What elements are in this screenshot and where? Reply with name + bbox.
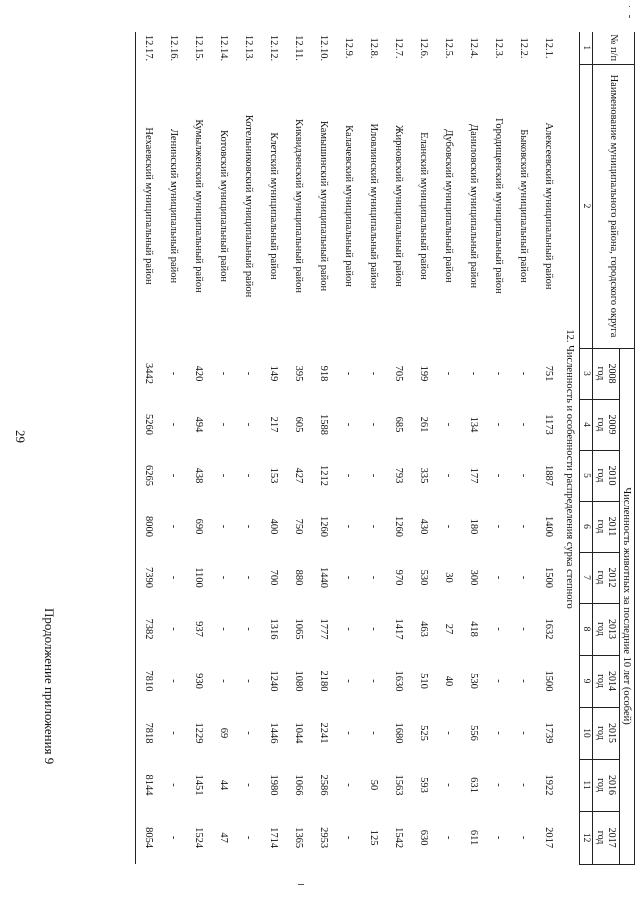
population-value: 1542: [393, 827, 404, 849]
population-value: 1080: [293, 670, 304, 692]
year-label: 2012: [606, 567, 617, 588]
population-value: 970: [393, 569, 404, 586]
population-value: -: [518, 627, 529, 631]
population-value: 2586: [318, 774, 329, 796]
year-unit: год: [595, 726, 606, 740]
population-value: 1922: [543, 774, 554, 796]
population-value: -: [518, 575, 529, 580]
column-number: 10: [580, 707, 593, 759]
table-row: [336, 32, 361, 864]
district-name: Ленинский муниципальный район: [168, 128, 179, 284]
population-value: 153: [268, 467, 279, 484]
header-row-group: [620, 32, 635, 864]
year-label: 2010: [606, 465, 617, 486]
population-value: -: [218, 473, 229, 478]
population-value: 400: [268, 518, 279, 535]
population-value: -: [368, 371, 379, 376]
population-value: -: [493, 371, 504, 376]
year-header: [593, 655, 620, 707]
population-value: 177: [468, 467, 479, 484]
row-code: 12.16.: [168, 34, 179, 62]
population-value: -: [168, 473, 179, 478]
population-value: 1316: [268, 618, 279, 640]
year-label: 2013: [606, 619, 617, 639]
population-value: 880: [293, 569, 304, 586]
population-value: 8000: [136, 501, 162, 552]
population-value: 690: [193, 518, 204, 535]
population-value: 1066: [293, 774, 304, 796]
population-value: 1980: [268, 774, 279, 796]
year-header: [593, 348, 620, 399]
population-value: 30: [443, 572, 454, 583]
district-name: Быковский муниципальный район: [518, 129, 529, 283]
column-number: 5: [580, 450, 593, 501]
population-value: 149: [268, 365, 279, 382]
column-number: 11: [580, 759, 593, 811]
column-number: 12: [580, 811, 593, 864]
row-code: 12.3.: [493, 37, 504, 59]
population-value: 1100: [193, 567, 204, 588]
population-value: -: [443, 835, 454, 840]
population-value: -: [168, 524, 179, 529]
year-label: 2011: [606, 516, 617, 537]
district-name: Камышинский муниципальный район: [318, 120, 329, 292]
population-value: -: [493, 679, 504, 683]
population-value: -: [468, 371, 479, 376]
population-value: 918: [318, 365, 329, 382]
population-value: -: [493, 524, 504, 529]
year-unit: год: [595, 622, 606, 636]
district-name: Алексеевский муниципальный район: [543, 122, 554, 290]
table-row: [211, 32, 236, 864]
population-value: 611: [468, 829, 479, 846]
table-row: [511, 32, 536, 864]
column-number: 6: [580, 501, 593, 552]
row-code: 12.9.: [343, 37, 354, 59]
year-header: [593, 501, 620, 552]
population-value: 937: [193, 621, 204, 637]
population-value: -: [343, 783, 354, 787]
column-number: 8: [580, 603, 593, 655]
population-value: 217: [268, 416, 279, 433]
row-code: 12.2.: [518, 37, 529, 59]
number-col-header: № п/п: [593, 32, 635, 64]
table-row: [461, 32, 486, 864]
population-value: 1739: [543, 722, 554, 744]
population-value: 2241: [318, 722, 329, 744]
population-value: 395: [293, 365, 304, 382]
district-name: Калачевский муниципальный район: [343, 125, 354, 287]
population-value: 1777: [318, 618, 329, 640]
column-number: 9: [580, 655, 593, 707]
table-row: [161, 32, 186, 864]
population-value: 685: [393, 416, 404, 433]
district-name: Иловлинский муниципальный район: [368, 123, 379, 289]
population-value: -: [243, 627, 254, 631]
column-number: 2: [580, 64, 593, 348]
population-value: -: [493, 422, 504, 427]
population-value: 1680: [393, 722, 404, 744]
table-row: [486, 32, 511, 864]
column-number: 3: [580, 348, 593, 399]
population-value: 1044: [293, 722, 304, 744]
population-value: 1630: [393, 670, 404, 692]
population-value: 6265: [136, 450, 162, 501]
population-value: 751: [543, 365, 554, 382]
population-value: 7810: [136, 655, 162, 707]
population-value: -: [518, 783, 529, 787]
population-value: -: [168, 371, 179, 376]
page-number: 29: [13, 430, 28, 443]
population-value: -: [493, 627, 504, 631]
population-value: -: [343, 731, 354, 735]
population-value: 7382: [136, 603, 162, 655]
population-value: -: [493, 731, 504, 735]
population-value: -: [518, 422, 529, 427]
population-value: 1451: [193, 774, 204, 796]
population-value: -: [443, 524, 454, 529]
year-unit: год: [595, 674, 606, 688]
year-unit: год: [595, 468, 606, 483]
section-title: 12. Численность и особенности распределения сурка степного: [561, 64, 580, 864]
population-value: -: [243, 835, 254, 840]
population-value: -: [343, 371, 354, 376]
population-value: -: [218, 627, 229, 631]
table-row: [286, 32, 311, 864]
population-value: 793: [393, 467, 404, 484]
population-value: -: [218, 679, 229, 683]
population-value: -: [218, 371, 229, 376]
population-value: 2953: [318, 827, 329, 849]
population-value: 47: [218, 832, 229, 843]
population-value: -: [518, 371, 529, 376]
population-value: -: [243, 783, 254, 787]
district-name: Дубовский муниципальный район: [443, 129, 454, 283]
population-value: 1065: [293, 618, 304, 640]
population-value: 420: [193, 365, 204, 382]
table-row: [136, 32, 162, 864]
year-label: 2009: [606, 414, 617, 435]
population-value: 494: [193, 416, 204, 433]
population-value: 1588: [318, 414, 329, 435]
population-value: -: [518, 731, 529, 735]
group-title-header: Численность животных за последние 10 лет (особей): [620, 348, 635, 864]
scan-mark: [629, 15, 630, 18]
population-value: -: [243, 422, 254, 427]
population-value: 3442: [136, 348, 162, 399]
population-value: 427: [293, 467, 304, 484]
population-value: 631: [468, 777, 479, 793]
population-value: -: [443, 473, 454, 478]
population-value: 50: [368, 779, 379, 791]
population-value: -: [368, 473, 379, 478]
row-code: 12.15.: [193, 34, 204, 62]
population-value: -: [343, 473, 354, 478]
population-value: 530: [468, 673, 479, 689]
row-code: 12.7.: [393, 37, 404, 59]
population-value: -: [168, 835, 179, 840]
population-value: 438: [193, 467, 204, 484]
year-header: [593, 707, 620, 759]
population-value: 7390: [136, 552, 162, 603]
population-value: -: [368, 422, 379, 427]
population-value: 40: [443, 675, 454, 687]
year-unit: год: [595, 830, 606, 845]
population-value: 700: [268, 569, 279, 586]
population-value: 7818: [136, 707, 162, 759]
population-value: -: [243, 524, 254, 529]
year-header: [593, 450, 620, 501]
population-value: 125: [368, 829, 379, 846]
table-row: [186, 32, 211, 864]
population-value: 335: [418, 467, 429, 484]
population-value: -: [343, 422, 354, 427]
population-value: 27: [443, 623, 454, 635]
population-value: -: [443, 783, 454, 787]
year-unit: год: [595, 778, 606, 792]
year-header: [593, 399, 620, 450]
row-code: 12.11.: [293, 35, 304, 61]
row-code: 12.6.: [418, 37, 429, 59]
district-name: Киквидзенский муниципальный район: [293, 119, 304, 293]
row-code: 12.8.: [368, 37, 379, 59]
year-unit: год: [595, 366, 606, 381]
section-row: [561, 32, 580, 864]
table-row: [411, 32, 436, 864]
population-value: -: [493, 575, 504, 580]
population-value: 180: [468, 518, 479, 535]
year-label: 2014: [606, 671, 617, 691]
population-value: -: [518, 473, 529, 478]
table-row: [311, 32, 336, 864]
population-value: -: [168, 731, 179, 735]
table-row: [261, 32, 286, 864]
population-value: 1887: [543, 465, 554, 486]
population-value: -: [218, 524, 229, 529]
table-row: [236, 32, 261, 864]
name-col-header: Наименование муниципального района, городского округа: [593, 64, 635, 348]
year-label: 2016: [606, 775, 617, 795]
population-value: -: [218, 575, 229, 580]
population-value: -: [218, 422, 229, 427]
population-value: -: [493, 835, 504, 840]
population-value: 8054: [136, 811, 162, 864]
population-value: -: [243, 371, 254, 376]
population-value: 1400: [543, 516, 554, 537]
population-value: 1212: [318, 465, 329, 486]
population-value: 1500: [543, 670, 554, 692]
population-value: 418: [468, 621, 479, 637]
population-value: 69: [218, 727, 229, 739]
population-value: -: [168, 575, 179, 580]
year-header: [593, 759, 620, 811]
population-value: -: [243, 575, 254, 580]
population-value: -: [443, 371, 454, 376]
population-value: -: [518, 835, 529, 840]
population-value: 199: [418, 365, 429, 382]
row-code: 12.4.: [468, 37, 479, 59]
row-code: 12.13.: [243, 34, 254, 62]
column-number: 1: [580, 32, 593, 64]
population-value: 1173: [543, 414, 554, 435]
population-value: 5260: [136, 399, 162, 450]
year-label: 2015: [606, 723, 617, 743]
population-value: -: [368, 731, 379, 735]
population-value: -: [343, 627, 354, 631]
column-number: 7: [580, 552, 593, 603]
population-value: 1260: [318, 516, 329, 537]
population-value: 1632: [543, 618, 554, 640]
row-code: 12.1.: [543, 37, 554, 59]
population-value: 44: [218, 779, 229, 791]
year-label: 2017: [606, 827, 617, 848]
population-value: 1500: [543, 567, 554, 588]
population-value: 430: [418, 518, 429, 535]
population-value: -: [518, 679, 529, 683]
population-value: 1524: [193, 827, 204, 849]
year-unit: год: [595, 519, 606, 534]
year-unit: год: [595, 417, 606, 432]
population-value: -: [243, 731, 254, 735]
population-value: -: [343, 575, 354, 580]
table-row: [386, 32, 411, 864]
population-value: 530: [418, 569, 429, 586]
district-name: Городищенский муниципальный район: [493, 118, 504, 294]
table-row: [536, 32, 561, 864]
population-value: -: [168, 422, 179, 427]
population-value: 8144: [136, 759, 162, 811]
scan-mark: [629, 6, 630, 7]
population-value: 510: [418, 673, 429, 689]
population-value: -: [343, 835, 354, 840]
column-number: 4: [580, 399, 593, 450]
population-value: -: [168, 783, 179, 787]
population-value: 261: [418, 416, 429, 433]
row-code: 12.12.: [268, 34, 279, 62]
population-value: -: [443, 731, 454, 735]
table-row: [436, 32, 461, 864]
population-value: -: [343, 679, 354, 683]
district-name: Котельниковский муниципальный район: [243, 114, 254, 298]
year-unit: год: [595, 570, 606, 585]
district-name: Еланский муниципальный район: [418, 132, 429, 280]
continuation-title: Продолжение приложения 9: [42, 608, 57, 765]
year-label: 2008: [606, 363, 617, 384]
population-value: -: [368, 524, 379, 529]
row-code: 12.10.: [318, 34, 329, 62]
population-value: 750: [293, 518, 304, 535]
row-code: 12.14.: [218, 34, 229, 62]
population-value: -: [368, 679, 379, 683]
population-value: 1417: [393, 618, 404, 640]
scan-mark: [298, 884, 304, 885]
population-value: 2180: [318, 670, 329, 692]
population-value: 930: [193, 673, 204, 689]
population-value: 1563: [393, 774, 404, 796]
population-value: 300: [468, 569, 479, 586]
population-value: 134: [468, 416, 479, 433]
district-name: Жирновский муниципальный район: [393, 125, 404, 287]
population-value: 1240: [268, 670, 279, 692]
population-value: 463: [418, 621, 429, 637]
population-value: -: [343, 524, 354, 529]
population-value: 1714: [268, 827, 279, 849]
population-value: 2017: [543, 827, 554, 849]
population-value: 1260: [393, 516, 404, 537]
population-value: 525: [418, 725, 429, 741]
population-value: -: [368, 627, 379, 631]
population-value: 1229: [193, 722, 204, 744]
district-name: Нехаевский муниципальный район: [136, 64, 162, 348]
row-code: 12.17.: [136, 32, 162, 64]
population-value: 1446: [268, 722, 279, 744]
population-value: -: [368, 575, 379, 580]
district-name: Кумылженский муниципальный район: [193, 119, 204, 293]
population-value: 593: [418, 777, 429, 793]
population-value: -: [168, 679, 179, 683]
row-code: 12.5.: [443, 37, 454, 59]
year-header: [593, 552, 620, 603]
population-value: -: [243, 473, 254, 478]
district-name: Клетский муниципальный район: [268, 132, 279, 280]
population-value: 605: [293, 416, 304, 433]
population-value: 1365: [293, 827, 304, 849]
year-header: [593, 603, 620, 655]
population-value: -: [493, 473, 504, 478]
district-name: Котовский муниципальный район: [218, 130, 229, 282]
population-value: 705: [393, 365, 404, 382]
population-value: -: [168, 627, 179, 631]
district-name: Даниловский муниципальный район: [468, 123, 479, 289]
table-row: [361, 32, 386, 864]
population-value: -: [493, 783, 504, 787]
population-value: 1440: [318, 567, 329, 588]
population-value: 556: [468, 725, 479, 741]
header-row-numbers: [580, 32, 593, 864]
population-value: -: [243, 679, 254, 683]
population-value: 630: [418, 829, 429, 846]
population-value: -: [518, 524, 529, 529]
year-header: [593, 811, 620, 864]
population-table: [135, 32, 635, 865]
population-value: -: [443, 422, 454, 427]
